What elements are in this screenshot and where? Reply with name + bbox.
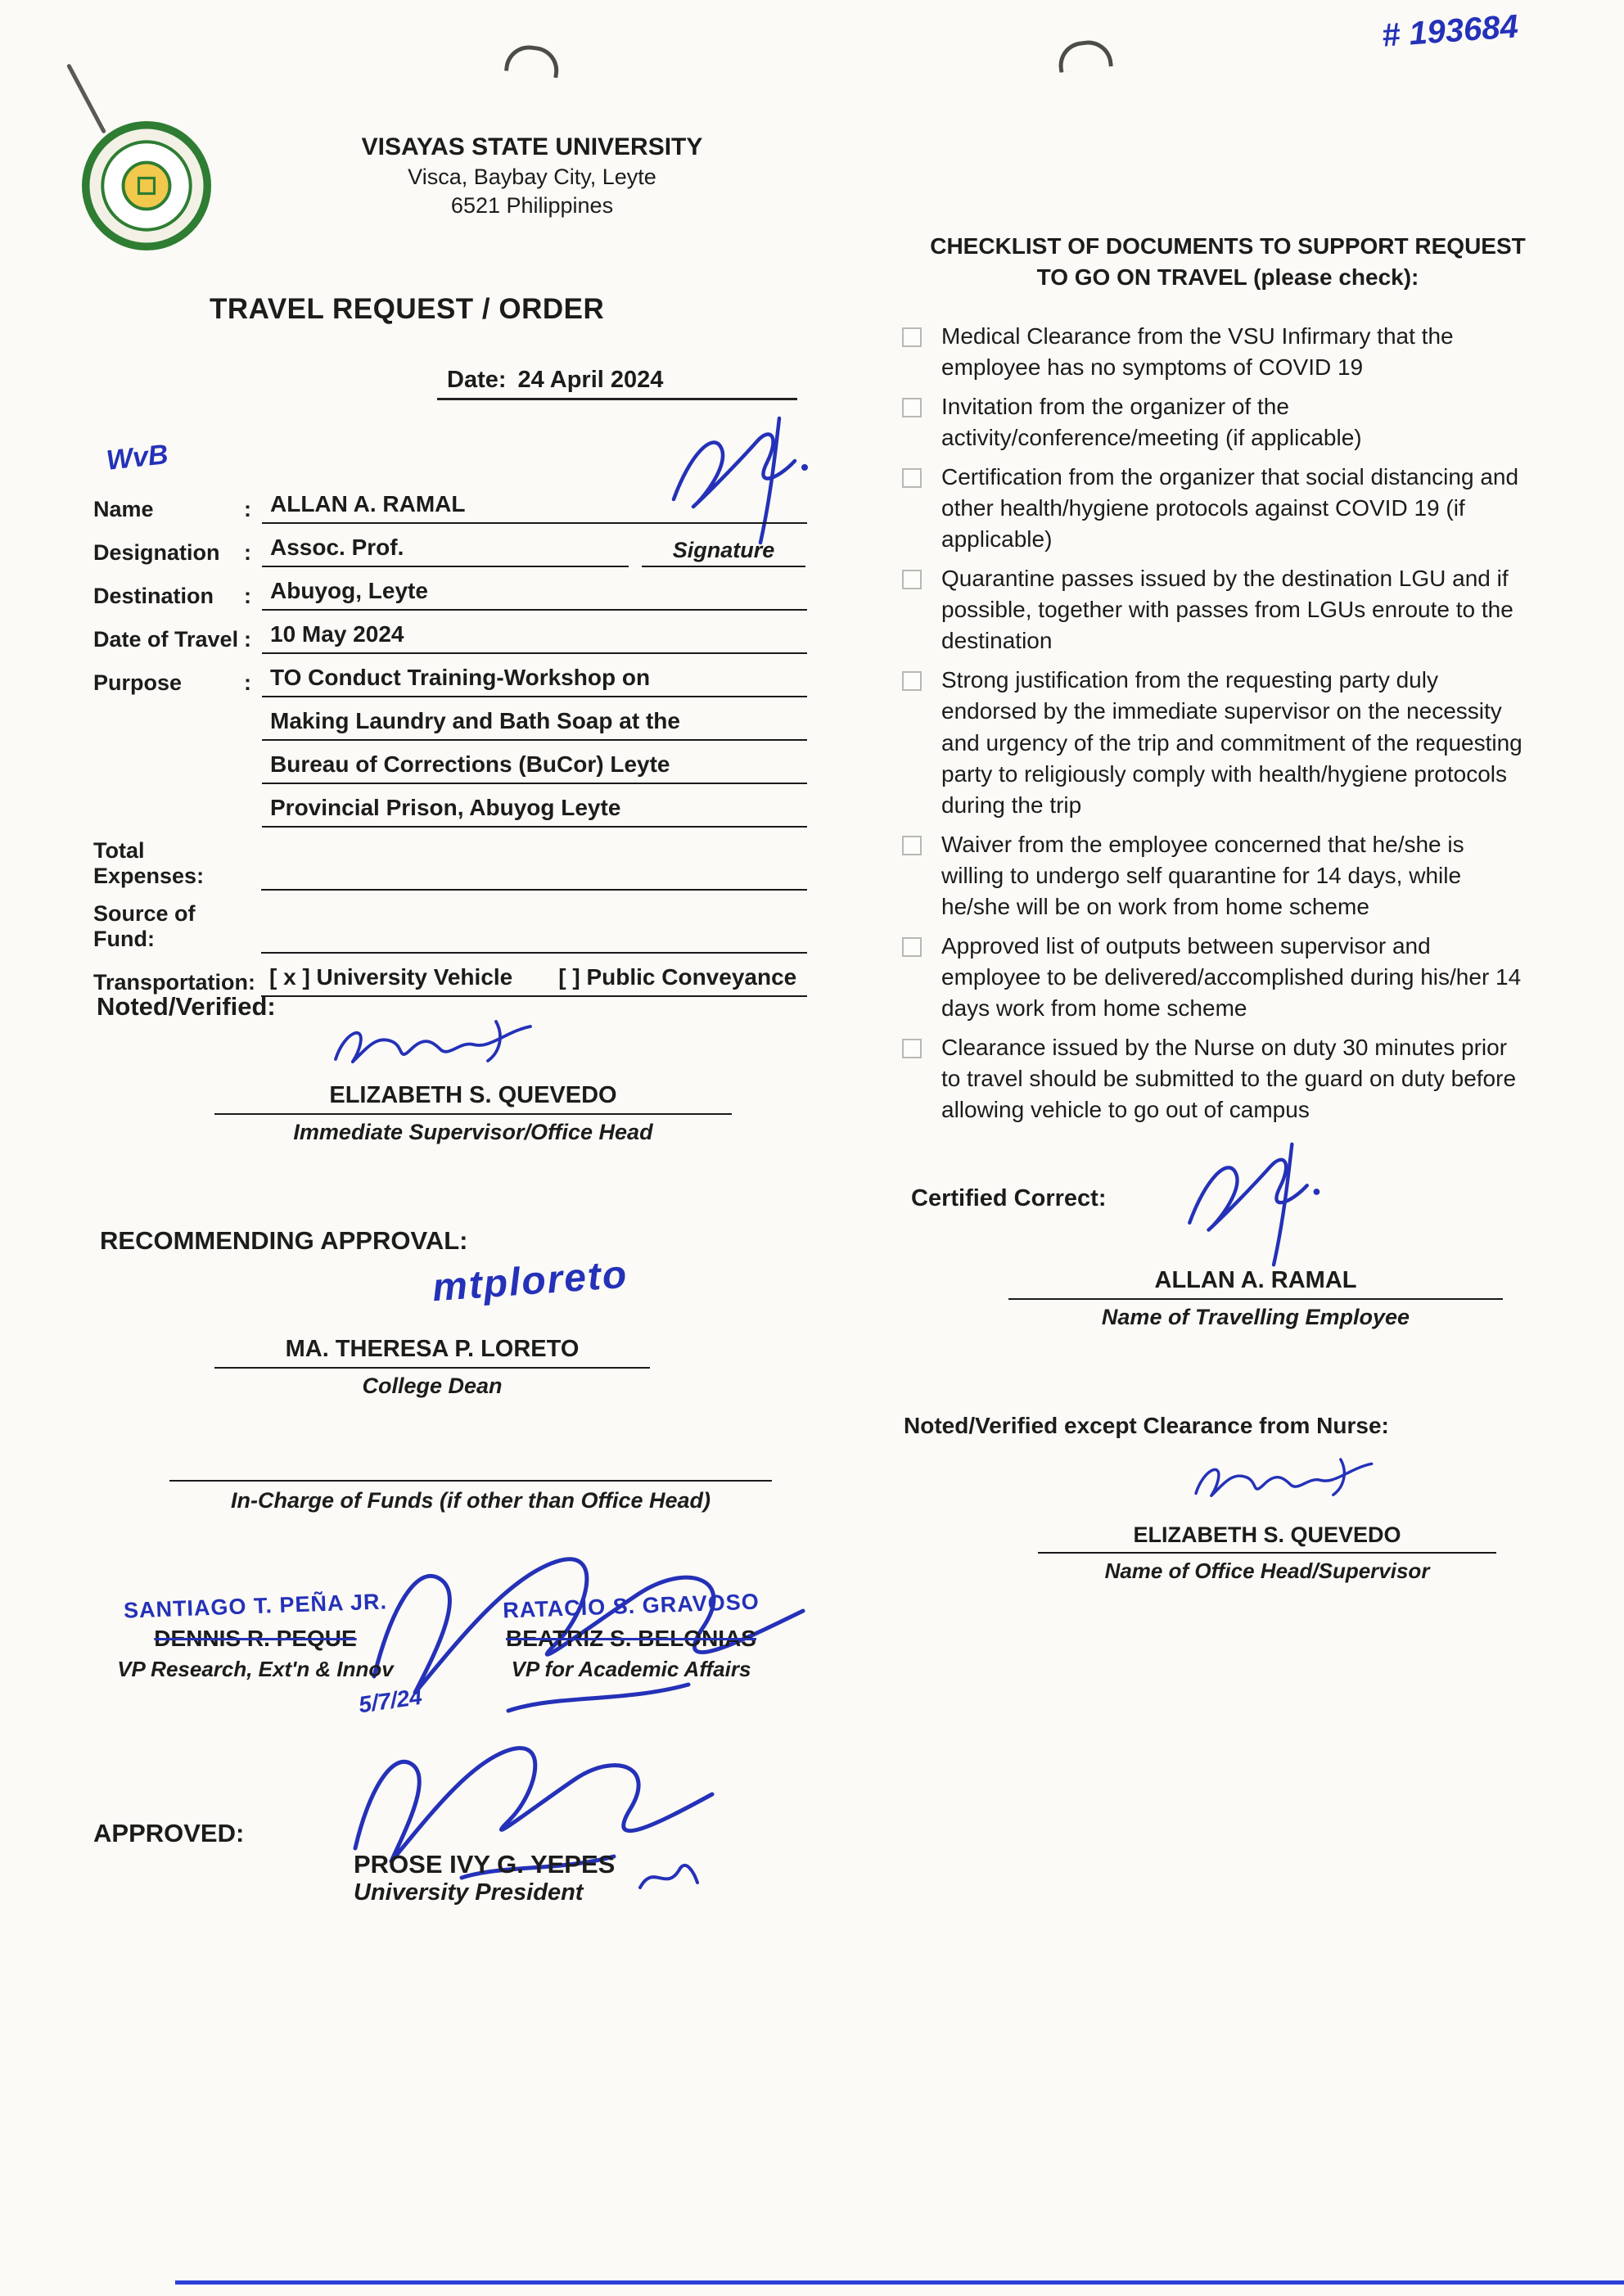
travelling-employee-name: ALLAN A. RAMAL [1008,1267,1503,1300]
vp-academic-printed-name: BEATRIZ S. BELONIAS [506,1625,756,1651]
recommending-approval-label: RECOMMENDING APPROVAL: [100,1226,468,1255]
field-purpose-cont [93,795,807,828]
noted-verified-label: Noted/Verified: [97,992,276,1021]
staple-wire-mark [1056,38,1113,73]
dean-name: MA. THERESA P. LORETO [214,1336,650,1369]
supervisor-signature [327,1008,536,1084]
designation-label: Designation [93,540,220,565]
certified-correct-label: Certified Correct: [911,1185,1107,1211]
purpose-line: Provincial Prison, Abuyog Leyte [262,795,807,828]
approved-label: APPROVED: [93,1819,245,1847]
president-name: PROSE IVY G. YEPES [354,1850,616,1879]
vp-academic-title: VP for Academic Affairs [511,1656,751,1681]
noted-except-nurse-label: Noted/Verified except Clearance from Nurse: [904,1413,1389,1438]
funds-caption: In-Charge of Funds (if other than Office Head) [169,1480,772,1513]
letterhead [327,131,737,220]
transportation-label: Transportation: [93,970,256,995]
vp-research-title: VP Research, Ext'n & Innov [117,1656,394,1681]
checklist-item: Certification from the organizer that social distancing and other health/hygiene protocols against COVID 19 (if applicable) [895,462,1560,555]
employee-certification-signature [1169,1139,1329,1270]
checklist-title: CHECKLIST OF DOCUMENTS TO SUPPORT REQUEST TO GO ON TRAVEL (please check): [930,233,1526,290]
checklist-item: Invitation from the organizer of the activity/conference/meeting (if applicable) [895,391,1560,453]
checklist-item: Medical Clearance from the VSU Infirmary that the employee has no symptoms of COVID 19 [895,321,1560,383]
scan-edge-line [175,2280,1624,2285]
checklist-items [895,321,1560,1126]
checkbox-icon [902,468,922,488]
destination-label: Destination [93,584,214,608]
field-purpose-cont [93,751,807,784]
purpose-line: TO Conduct Training-Workshop on [262,665,807,697]
checklist-item: Strong justification from the requesting party duly endorsed by the immediate supervisor on the necessity and urgency of the trip and commitment of the requesting party to religiously comply with health/hygiene protocols during the trip [895,665,1560,820]
university-address-line2: 6521 Philippines [450,193,614,219]
travel-form-fields [93,491,807,1008]
source-of-fund-label: Source of Fund: [93,901,196,951]
dean-title: College Dean [362,1374,503,1398]
designation-value: Assoc. Prof. [262,535,629,567]
vp-research-printed-name: DENNIS R. PEQUE [154,1625,357,1651]
field-name: Name : ALLAN A. RAMAL [93,491,807,524]
transportation-public-option: [ ] Public Conveyance [558,964,797,990]
checklist-item: Quarantine passes issued by the destination LGU and if possible, together with passes from LGUs enroute to the destination [895,563,1560,656]
total-expenses-label: Total Expenses: [93,838,205,888]
checkbox-icon [902,671,922,691]
transportation-options [261,964,807,997]
supervisor-title: Immediate Supervisor/Office Head [293,1120,653,1144]
staple-wire-mark [504,43,562,79]
head-signblock [1038,1522,1496,1584]
date-value: 24 April 2024 [517,367,664,393]
transportation-university-option: [ x ] University Vehicle [269,964,513,990]
field-travel-date: Date of Travel : 10 May 2024 [93,621,807,654]
checkbox-icon [902,937,922,957]
checkbox-icon [902,570,922,589]
name-label: Name [93,497,154,521]
travel-date-label: Date of Travel [93,627,239,652]
date-line [437,367,797,400]
field-purpose: Purpose : TO Conduct Training-Workshop on [93,665,807,697]
checkbox-icon [902,1039,922,1058]
checkbox-icon [902,327,922,347]
president-signblock [354,1850,615,1906]
document-title: TRAVEL REQUEST / ORDER [210,293,605,325]
name-value: ALLAN A. RAMAL [262,491,807,524]
field-source-of-fund [93,901,807,954]
supervisor-name: ELIZABETH S. QUEVEDO [214,1082,732,1115]
destination-value: Abuyog, Leyte [262,578,807,611]
university-address-line1: Visca, Baybay City, Leyte [408,165,656,189]
supervisor-signblock [214,1082,732,1145]
checkbox-icon [902,836,922,855]
office-head-caption: Name of Office Head/Supervisor [1104,1558,1430,1583]
vp-research-block [105,1591,406,1684]
handwritten-date: 5/7/24 [357,1683,424,1718]
signature-caption: Signature [642,538,805,567]
vp-academic-handwritten-name: RATACIO S. GRAVOSO [502,1589,760,1623]
employee-signblock [1008,1267,1503,1330]
checklist-item: Waiver from the employee concerned that he/she is willing to undergo self quarantine for 14 days, while he/she will be on work from home scheme [895,829,1560,922]
university-name: VISAYAS STATE UNIVERSITY [361,133,703,160]
travelling-employee-caption: Name of Travelling Employee [1101,1305,1410,1329]
source-of-fund-value [261,921,807,954]
handwritten-ref-number: # 193684 [1380,8,1520,54]
handwritten-initials: WvB [105,439,170,476]
purpose-label: Purpose [93,670,183,695]
dean-signature: mtploreto [431,1252,629,1310]
checklist-item: Clearance issued by the Nurse on duty 30 minutes prior to travel should be submitted to the guard on duty before allowing vehicle to go out of campus [895,1032,1560,1125]
vp-academic-block [463,1591,799,1684]
dean-signblock [214,1336,650,1399]
field-designation: Designation : Assoc. Prof. Signature [93,535,807,567]
university-seal [82,121,211,255]
total-expenses-value [261,858,807,891]
field-destination: Destination : Abuyog, Leyte [93,578,807,611]
purpose-line: Making Laundry and Bath Soap at the [262,708,807,741]
president-title: University President [354,1879,584,1906]
office-head-name: ELIZABETH S. QUEVEDO [1038,1522,1496,1554]
travel-date-value: 10 May 2024 [262,621,807,654]
ink-mark [632,1852,706,1904]
vp-research-handwritten-name: SANTIAGO T. PEÑA JR. [123,1589,388,1623]
checklist-section [895,231,1560,1134]
date-label: Date: [447,367,507,393]
head-signature [1189,1447,1377,1516]
field-total-expenses [93,838,807,891]
checklist-item: Approved list of outputs between supervisor and employee to be delivered/accomplished during his/her 14 days work from home scheme [895,931,1560,1024]
purpose-line: Bureau of Corrections (BuCor) Leyte [262,751,807,784]
field-purpose-cont [93,708,807,741]
checkbox-icon [902,398,922,417]
